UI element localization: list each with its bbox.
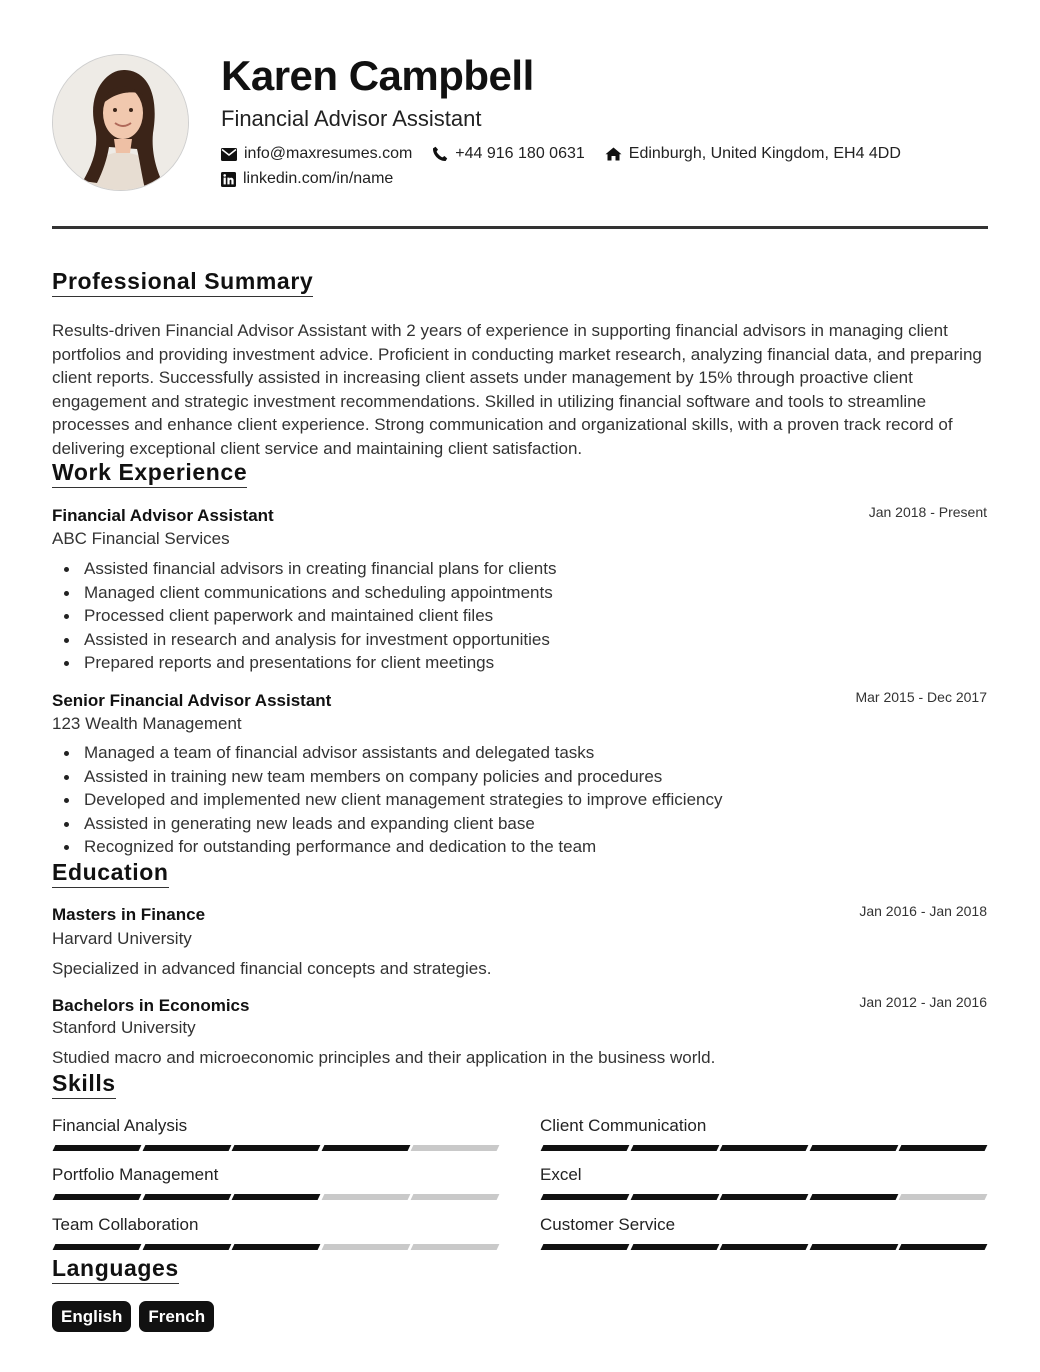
degree-title: Bachelors in Economics bbox=[52, 996, 250, 1015]
language-tag: English bbox=[52, 1301, 131, 1332]
skill-segment-filled bbox=[142, 1145, 230, 1151]
linkedin-icon bbox=[221, 172, 236, 187]
skill-name: Client Communication bbox=[540, 1116, 707, 1135]
skill-segment-filled bbox=[720, 1145, 808, 1151]
degree-dates: Jan 2012 - Jan 2016 bbox=[859, 994, 987, 1010]
skill-segment-filled bbox=[541, 1194, 629, 1200]
school-name: Harvard University bbox=[52, 929, 192, 948]
job-company: 123 Wealth Management bbox=[52, 714, 242, 733]
skill-level-bar bbox=[54, 1145, 501, 1151]
section-title-languages: Languages bbox=[52, 1255, 179, 1284]
job-dates: Mar 2015 - Dec 2017 bbox=[855, 689, 987, 705]
skill-level-bar bbox=[542, 1145, 989, 1151]
skill-segment-empty bbox=[411, 1194, 499, 1200]
bullet-item: Assisted in training new team members on company policies and procedures bbox=[84, 765, 722, 789]
section-title-education: Education bbox=[52, 859, 169, 888]
skill-segment-empty bbox=[899, 1194, 987, 1200]
skill-segment-filled bbox=[232, 1194, 320, 1200]
skill-segment-filled bbox=[630, 1194, 718, 1200]
job-dates: Jan 2018 - Present bbox=[868, 504, 987, 520]
skill-segment-filled bbox=[809, 1244, 897, 1250]
skill-segment-filled bbox=[142, 1194, 230, 1200]
bullet-item: Developed and implemented new client management strategies to improve efficiency bbox=[84, 788, 722, 812]
job-bullets bbox=[84, 557, 556, 675]
job-bullets bbox=[84, 741, 722, 859]
email-text: info@maxresumes.com bbox=[244, 145, 413, 162]
language-list bbox=[52, 1301, 222, 1332]
skill-segment-filled bbox=[899, 1244, 987, 1250]
skill-segment-filled bbox=[720, 1194, 808, 1200]
job-title: Financial Advisor Assistant bbox=[52, 506, 274, 525]
skill-segment-filled bbox=[321, 1145, 409, 1151]
skill-segment-filled bbox=[630, 1145, 718, 1151]
job-company: ABC Financial Services bbox=[52, 529, 230, 548]
school-name: Stanford University bbox=[52, 1018, 196, 1037]
contact-row-primary bbox=[221, 145, 921, 163]
contact-phone[interactable] bbox=[432, 145, 584, 163]
skill-segment-empty bbox=[321, 1194, 409, 1200]
contact-address bbox=[605, 145, 901, 163]
degree-title: Masters in Finance bbox=[52, 905, 206, 924]
candidate-name: Karen Campbell bbox=[221, 52, 534, 99]
skill-name: Customer Service bbox=[540, 1215, 676, 1234]
skill-name: Portfolio Management bbox=[52, 1165, 219, 1184]
bullet-item: Managed client communications and scheduling appointments bbox=[84, 581, 556, 605]
skill-segment-filled bbox=[630, 1244, 718, 1250]
skill-level-bar bbox=[542, 1194, 989, 1200]
section-title-skills: Skills bbox=[52, 1070, 116, 1099]
skill-segment-filled bbox=[720, 1244, 808, 1250]
bullet-item: Processed client paperwork and maintained client files bbox=[84, 604, 556, 628]
portrait-image bbox=[53, 55, 189, 191]
section-title-experience: Work Experience bbox=[52, 459, 247, 488]
skill-segment-empty bbox=[321, 1244, 409, 1250]
skill-segment-filled bbox=[809, 1194, 897, 1200]
bullet-item: Assisted financial advisors in creating financial plans for clients bbox=[84, 557, 556, 581]
contact-email[interactable] bbox=[221, 145, 412, 163]
degree-description: Specialized in advanced financial concepts and strategies. bbox=[52, 959, 492, 978]
skill-segment-filled bbox=[53, 1145, 141, 1151]
bullet-item: Assisted in research and analysis for investment opportunities bbox=[84, 628, 556, 652]
skill-name: Financial Analysis bbox=[52, 1116, 188, 1135]
phone-text: +44 916 180 0631 bbox=[455, 145, 585, 162]
skill-segment-empty bbox=[411, 1244, 499, 1250]
job-title: Senior Financial Advisor Assistant bbox=[52, 691, 332, 710]
skill-segment-filled bbox=[232, 1145, 320, 1151]
bullet-item: Managed a team of financial advisor assistants and delegated tasks bbox=[84, 741, 722, 765]
skill-segment-filled bbox=[541, 1244, 629, 1250]
skill-segment-filled bbox=[232, 1244, 320, 1250]
degree-dates: Jan 2016 - Jan 2018 bbox=[859, 903, 987, 919]
envelope-icon bbox=[221, 148, 237, 161]
bullet-item: Assisted in generating new leads and expanding client base bbox=[84, 812, 722, 836]
skill-name: Team Collaboration bbox=[52, 1215, 199, 1234]
degree-description: Studied macro and microeconomic principles and their application in the business world. bbox=[52, 1048, 716, 1067]
skill-level-bar bbox=[54, 1194, 501, 1200]
skill-segment-filled bbox=[809, 1145, 897, 1151]
bullet-item: Prepared reports and presentations for client meetings bbox=[84, 651, 556, 675]
summary-text: Results-driven Financial Advisor Assistant with 2 years of experience in supporting financial advisors in managing client portfolios and providing investment advice. Proficient in conducting market research, analyzing financial data, and preparing client reports. Successfully assisted in increasing client assets under management by 15% through proactive client engagement and strategic investment recommendations. Skilled in utilizing financial software and tools to streamline processes and enhance client experience. Strong communication and organizational skills, with a proven track record of delivering exceptional client service and maintaining client satisfaction. bbox=[52, 321, 982, 458]
address-text: Edinburgh, United Kingdom, EH4 4DD bbox=[628, 145, 901, 162]
phone-icon bbox=[432, 146, 448, 162]
skill-name: Excel bbox=[540, 1165, 582, 1184]
header-divider bbox=[52, 226, 988, 229]
skill-segment-filled bbox=[53, 1244, 141, 1250]
skill-segment-filled bbox=[899, 1145, 987, 1151]
skill-segment-filled bbox=[53, 1194, 141, 1200]
skill-segment-empty bbox=[411, 1145, 499, 1151]
contact-linkedin[interactable] bbox=[221, 170, 393, 188]
skill-level-bar bbox=[54, 1244, 501, 1250]
home-icon bbox=[605, 147, 622, 161]
language-tag: French bbox=[139, 1301, 214, 1332]
candidate-title: Financial Advisor Assistant bbox=[221, 106, 482, 131]
bullet-item: Recognized for outstanding performance and dedication to the team bbox=[84, 835, 722, 859]
linkedin-text: linkedin.com/in/name bbox=[243, 170, 394, 187]
contact-row-secondary bbox=[221, 170, 413, 188]
profile-photo bbox=[52, 54, 189, 191]
skill-segment-filled bbox=[541, 1145, 629, 1151]
skill-level-bar bbox=[542, 1244, 989, 1250]
skill-segment-filled bbox=[142, 1244, 230, 1250]
section-title-summary: Professional Summary bbox=[52, 268, 313, 297]
